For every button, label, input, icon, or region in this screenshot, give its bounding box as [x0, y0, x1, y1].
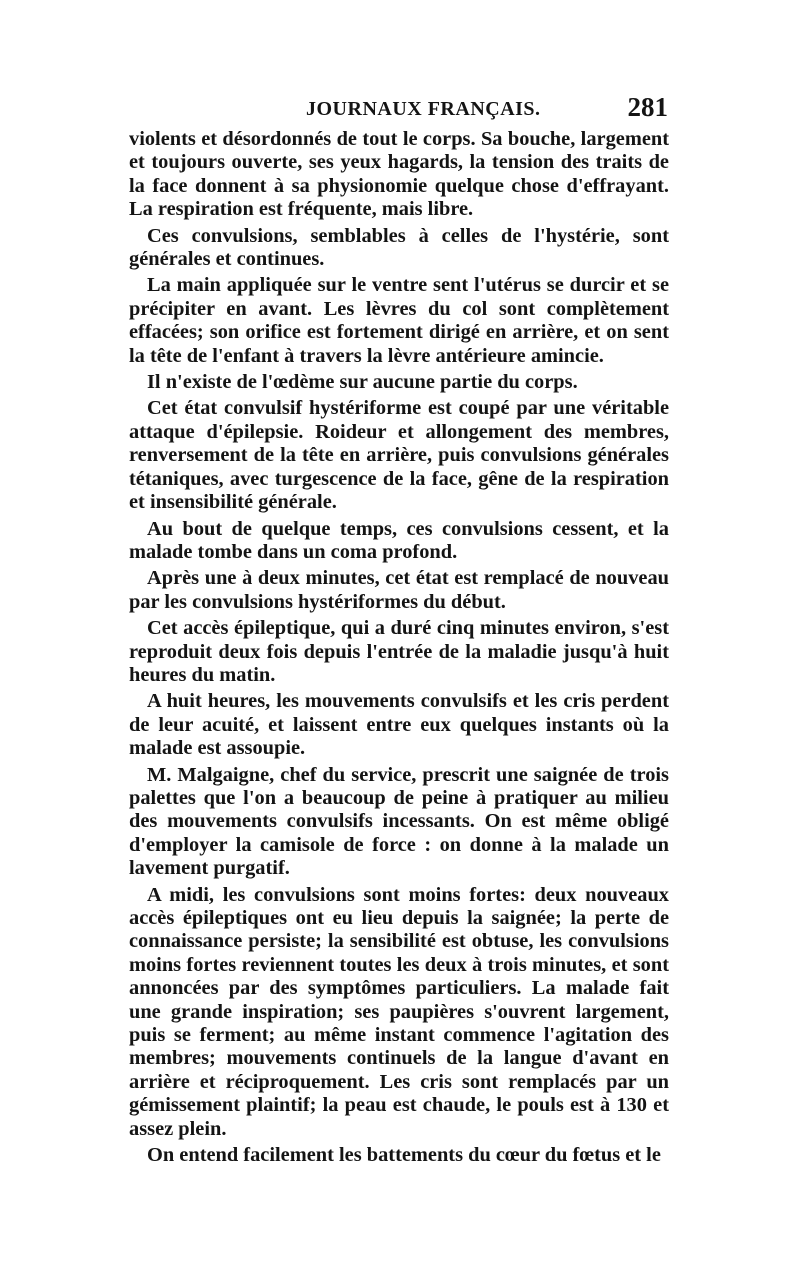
- paragraph: On entend facilement les battements du cœur du fœtus et le: [147, 1144, 661, 1167]
- paragraph: A huit heures, les mouvements convulsifs et les cris perdent de leur acuité, et laissent entre eux quelques instants où la malade est assoupie.: [129, 690, 669, 760]
- paragraph: Cet état convulsif hystériforme est coupé par une véritable attaque d'épilepsie. Roideur et allongement des membres, renversement de la tête en arrière, puis convulsions générales tétaniques, avec turgescence de la face, gêne de la respiration et insensibilité générale.: [129, 397, 669, 514]
- paragraph: La main appliquée sur le ventre sent l'utérus se durcir et se précipiter en avant. Les lèvres du col sont complètement effacées; son orifice est fortement dirigé en arrière, et on sent la tête de l'enfant à travers la lèvre antérieure amincie.: [129, 274, 669, 367]
- running-title: JOURNAUX FRANÇAIS.: [306, 98, 541, 120]
- paragraph: Ces convulsions, semblables à celles de l'hystérie, sont générales et continues.: [129, 224, 669, 271]
- paragraph: Après une à deux minutes, cet état est remplacé de nouveau par les convulsions hystériformes du début.: [129, 567, 669, 613]
- paragraph: M. Malgaigne, chef du service, prescrit une saignée de trois palettes que l'on a beaucoup de peine à pratiquer au milieu des mouvements convulsifs incessants. On est même obligé d'employer la camisole de force : on donne à la malade un lavement purgatif.: [129, 763, 669, 880]
- paragraph: violents et désordonnés de tout le corps. Sa bouche, largement et toujours ouverte, ses yeux hagards, la tension des traits de la face donnent à sa physionomie quelque chose d'effrayant. La respiration est fréquente, mais libre.: [129, 128, 669, 221]
- paragraph: A midi, les convulsions sont moins fortes: deux nouveaux accès épileptiques ont eu lieu depuis la saignée; la perte de connaissance persiste; la sensibilité est obtuse, les convulsions moins fortes reviennent toutes les deux à trois minutes, et sont annoncées par des symptômes particuliers. La malade fait une grande inspiration; ses paupières s'ouvrent largement, puis se ferment; au même instant commence l'agitation des membres; mouvements continuels de la langue d'avant en arrière et réciproquement. Les cris sont remplacés par un gémissement plaintif; la peau est chaude, le pouls est à 130 et assez plein.: [129, 883, 669, 1140]
- page-header: [128, 92, 668, 126]
- page-number: 281: [627, 92, 668, 122]
- body-text: [129, 128, 669, 1170]
- paragraph: Cet accès épileptique, qui a duré cinq minutes environ, s'est reproduit deux fois depuis l'entrée de la maladie jusqu'à huit heures du matin.: [129, 617, 669, 686]
- paragraph: Il n'existe de l'œdème sur aucune partie du corps.: [147, 371, 578, 394]
- paragraph: Au bout de quelque temps, ces convulsions cessent, et la malade tombe dans un coma profond.: [129, 517, 669, 563]
